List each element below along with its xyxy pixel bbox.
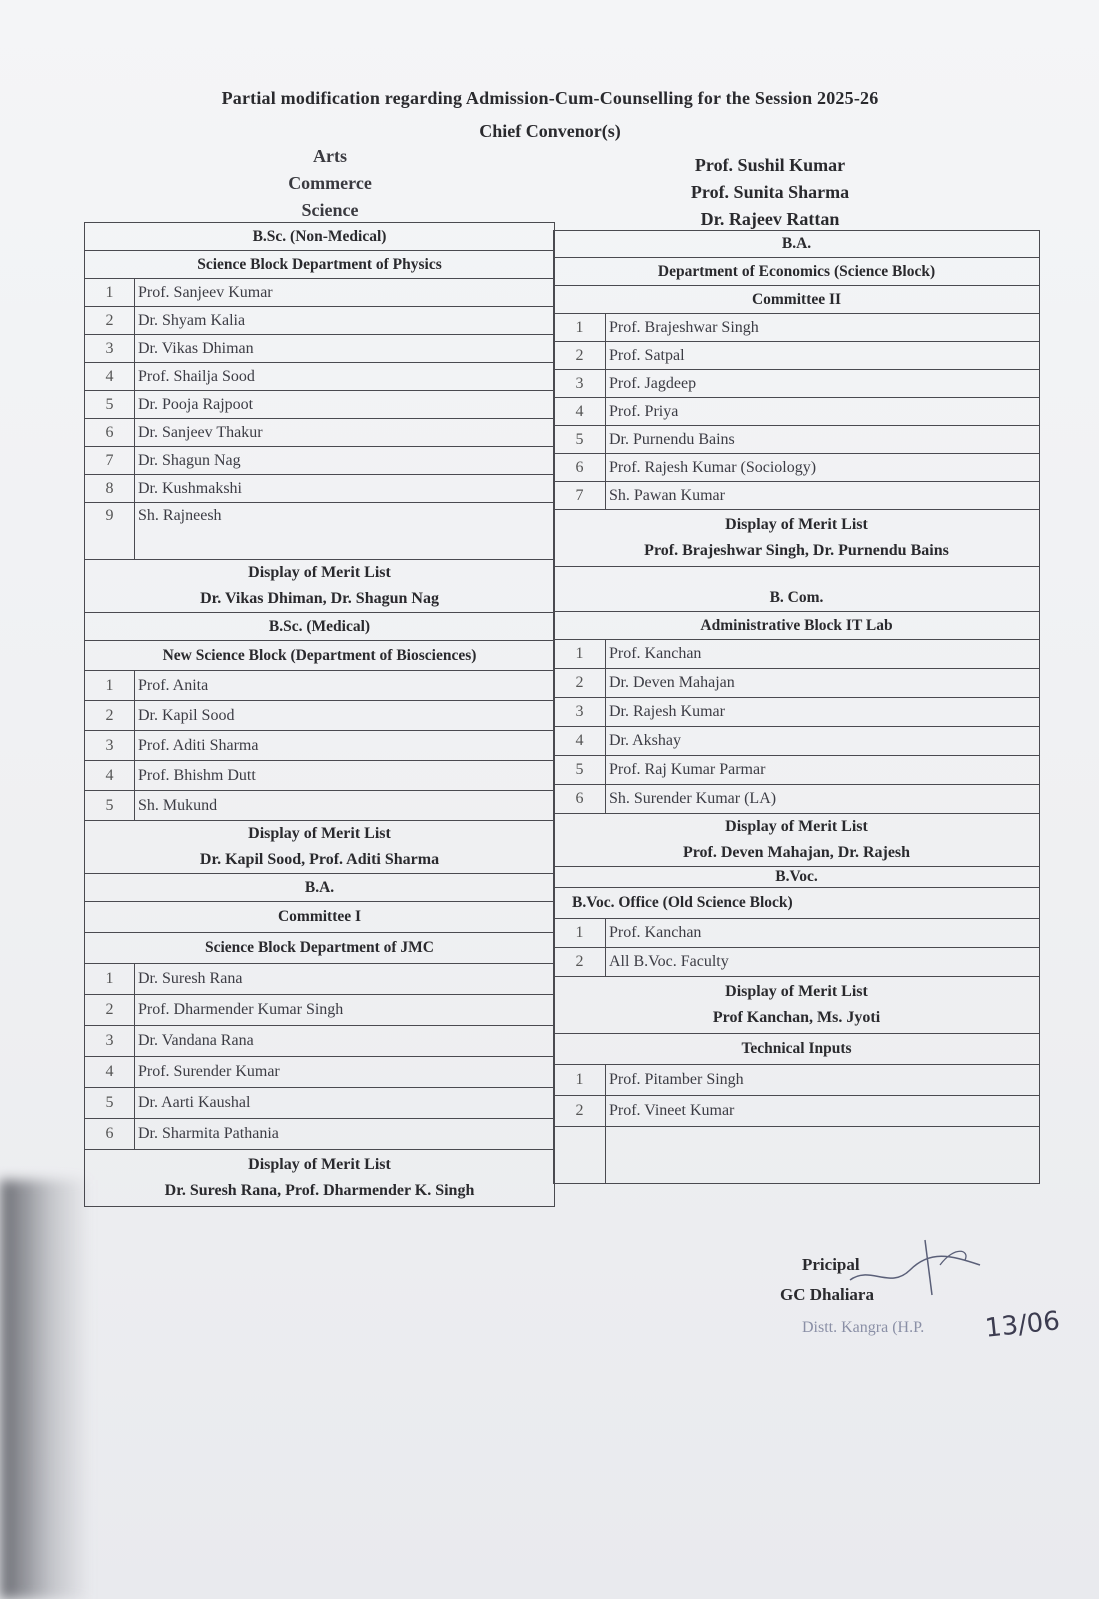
member-name: Sh. Surender Kumar (LA) xyxy=(606,785,1040,814)
table-row xyxy=(85,335,555,363)
table-row xyxy=(85,1057,555,1088)
member-name: Prof. Rajesh Kumar (Sociology) xyxy=(606,454,1040,482)
row-number: 5 xyxy=(85,1088,135,1119)
member-name: Prof. Raj Kumar Parmar xyxy=(606,756,1040,785)
row-number: 1 xyxy=(554,314,606,342)
table-row xyxy=(85,447,555,475)
row-number: 1 xyxy=(85,279,135,307)
section-heading: B.Sc. (Medical) xyxy=(85,613,555,641)
row-number: 6 xyxy=(85,1119,135,1150)
row-number: 2 xyxy=(85,701,135,731)
row-number: 5 xyxy=(554,756,606,785)
merit-names: Dr. Suresh Rana, Prof. Dharmender K. Singh xyxy=(164,1182,475,1199)
merit-title: Display of Merit List xyxy=(248,1156,391,1173)
signature-college: GC Dhaliara xyxy=(780,1285,874,1304)
member-name: Sh. Rajneesh xyxy=(135,503,555,560)
table-row xyxy=(85,701,555,731)
member-name: Dr. Kapil Sood xyxy=(135,701,555,731)
table-row xyxy=(554,1127,1040,1184)
table-row xyxy=(554,454,1040,482)
row-number: 3 xyxy=(85,335,135,363)
merit-names: Prof. Deven Mahajan, Dr. Rajesh xyxy=(682,844,911,861)
venue: Department of Economics (Science Block) xyxy=(554,258,1040,286)
merit-title: Display of Merit List xyxy=(248,564,391,581)
member-name: Prof. Aditi Sharma xyxy=(135,731,555,761)
row-number: 1 xyxy=(85,671,135,701)
signature-title: Pricipal xyxy=(802,1255,860,1274)
convenor-name: Dr. Rajeev Rattan xyxy=(700,209,840,229)
merit-title: Display of Merit List xyxy=(248,825,391,842)
row-number: 5 xyxy=(554,426,606,454)
row-number xyxy=(554,1127,606,1184)
table-row xyxy=(85,503,555,560)
row-number: 7 xyxy=(554,482,606,510)
row-number: 4 xyxy=(554,398,606,426)
merit-list-cell xyxy=(85,560,555,613)
row-number: 2 xyxy=(554,342,606,370)
merit-list-cell xyxy=(554,814,1040,867)
table-row xyxy=(85,671,555,701)
table-row xyxy=(554,1096,1040,1127)
table-row xyxy=(554,398,1040,426)
table-row xyxy=(554,370,1040,398)
merit-list-cell xyxy=(554,977,1040,1034)
photo-shadow xyxy=(0,1180,90,1599)
member-name: Dr. Shagun Nag xyxy=(135,447,555,475)
merit-names: Prof Kanchan, Ms. Jyoti xyxy=(712,1009,881,1026)
row-number: 7 xyxy=(85,447,135,475)
right-committee-table xyxy=(553,230,1040,1184)
row-number: 2 xyxy=(554,669,606,698)
table-row xyxy=(554,919,1040,948)
merit-names: Prof. Brajeshwar Singh, Dr. Purnendu Bains xyxy=(644,542,949,559)
table-row xyxy=(554,669,1040,698)
table-row xyxy=(554,314,1040,342)
table-row xyxy=(554,948,1040,977)
table-row xyxy=(554,698,1040,727)
committee-label: Committee I xyxy=(85,902,555,933)
row-number: 8 xyxy=(85,475,135,503)
row-number: 5 xyxy=(85,391,135,419)
member-name: Prof. Surender Kumar xyxy=(135,1057,555,1088)
table-row xyxy=(85,731,555,761)
section-heading: B.A. xyxy=(554,231,1040,258)
row-number: 1 xyxy=(554,1065,606,1096)
row-number: 2 xyxy=(85,307,135,335)
table-row xyxy=(554,426,1040,454)
merit-list-cell xyxy=(85,821,555,874)
row-number: 2 xyxy=(554,948,606,977)
merit-list-cell xyxy=(85,1150,555,1207)
convenor-name: Prof. Sushil Kumar xyxy=(694,155,846,175)
row-number: 4 xyxy=(85,761,135,791)
row-number: 3 xyxy=(85,1026,135,1057)
row-number: 6 xyxy=(554,785,606,814)
row-number: 3 xyxy=(554,698,606,727)
table-row xyxy=(554,727,1040,756)
document-title: Partial modification regarding Admission-Cum-Counselling for the Session 2025-26 xyxy=(221,88,879,108)
row-number: 6 xyxy=(85,419,135,447)
left-committee-table xyxy=(84,222,555,1207)
table-row xyxy=(554,342,1040,370)
table-row xyxy=(554,482,1040,510)
member-name: Dr. Sharmita Pathania xyxy=(135,1119,555,1150)
member-name: Prof. Pitamber Singh xyxy=(606,1065,1040,1096)
merit-names: Dr. Kapil Sood, Prof. Aditi Sharma xyxy=(199,851,440,868)
merit-names: Dr. Vikas Dhiman, Dr. Shagun Nag xyxy=(200,590,439,607)
document-subtitle: Chief Convenor(s) xyxy=(479,121,621,141)
member-name: Prof. Jagdeep xyxy=(606,370,1040,398)
row-number: 2 xyxy=(554,1096,606,1127)
member-name: Dr. Aarti Kaushal xyxy=(135,1088,555,1119)
stream-arts: Arts xyxy=(313,146,347,166)
table-row xyxy=(85,964,555,995)
table-row xyxy=(554,756,1040,785)
member-name: Prof. Bhishm Dutt xyxy=(135,761,555,791)
member-name: Dr. Suresh Rana xyxy=(135,964,555,995)
signature-date: 13/06 xyxy=(983,1306,1062,1344)
merit-list-cell xyxy=(554,510,1040,567)
principal-signature-block xyxy=(780,1255,1062,1375)
convenor-name: Prof. Sunita Sharma xyxy=(690,182,850,202)
table-row xyxy=(554,1065,1040,1096)
merit-title: Display of Merit List xyxy=(725,516,868,533)
row-number: 5 xyxy=(85,791,135,821)
member-name: Dr. Deven Mahajan xyxy=(606,669,1040,698)
member-name: Dr. Vikas Dhiman xyxy=(135,335,555,363)
row-number: 3 xyxy=(85,731,135,761)
venue: New Science Block (Department of Biosciences) xyxy=(85,641,555,671)
table-row xyxy=(85,363,555,391)
venue: B.Voc. Office (Old Science Block) xyxy=(554,888,1040,919)
member-name: Prof. Dharmender Kumar Singh xyxy=(135,995,555,1026)
member-name: Prof. Anita xyxy=(135,671,555,701)
table-row xyxy=(85,1026,555,1057)
table-row xyxy=(85,1088,555,1119)
member-name: Prof. Satpal xyxy=(606,342,1040,370)
stream-science: Science xyxy=(301,200,359,220)
convenor-list xyxy=(650,152,890,233)
row-number: 9 xyxy=(85,503,135,560)
venue: Science Block Department of Physics xyxy=(85,251,555,279)
table-row xyxy=(85,475,555,503)
table-row xyxy=(85,419,555,447)
table-row xyxy=(85,307,555,335)
stream-commerce: Commerce xyxy=(288,173,372,193)
member-name: Dr. Kushmakshi xyxy=(135,475,555,503)
member-name: All B.Voc. Faculty xyxy=(606,948,1040,977)
signature-district: Distt. Kangra (H.P. xyxy=(802,1319,925,1336)
table-row xyxy=(85,1119,555,1150)
member-name: Dr. Akshay xyxy=(606,727,1040,756)
row-number: 1 xyxy=(85,964,135,995)
row-number: 4 xyxy=(85,1057,135,1088)
member-name: Prof. Shailja Sood xyxy=(135,363,555,391)
row-number: 6 xyxy=(554,454,606,482)
member-name xyxy=(606,1127,1040,1184)
merit-title: Display of Merit List xyxy=(725,983,868,1000)
row-number: 2 xyxy=(85,995,135,1026)
member-name: Prof. Kanchan xyxy=(606,640,1040,669)
section-heading: B.Sc. (Non-Medical) xyxy=(85,223,555,251)
member-name: Sh. Mukund xyxy=(135,791,555,821)
table-row xyxy=(85,995,555,1026)
member-name: Prof. Sanjeev Kumar xyxy=(135,279,555,307)
member-name: Prof. Brajeshwar Singh xyxy=(606,314,1040,342)
table-row xyxy=(554,640,1040,669)
table-row xyxy=(85,791,555,821)
table-row xyxy=(85,279,555,307)
committee-label: Committee II xyxy=(554,286,1040,314)
row-number: 3 xyxy=(554,370,606,398)
member-name: Prof. Kanchan xyxy=(606,919,1040,948)
merit-title: Display of Merit List xyxy=(725,818,868,835)
member-name: Dr. Purnendu Bains xyxy=(606,426,1040,454)
section-heading: B. Com. xyxy=(554,567,1040,612)
member-name: Dr. Rajesh Kumar xyxy=(606,698,1040,727)
member-name: Dr. Shyam Kalia xyxy=(135,307,555,335)
row-number: 1 xyxy=(554,640,606,669)
member-name: Dr. Vandana Rana xyxy=(135,1026,555,1057)
table-row xyxy=(85,391,555,419)
member-name: Dr. Pooja Rajpoot xyxy=(135,391,555,419)
stream-list xyxy=(230,143,430,224)
table-row xyxy=(85,761,555,791)
section-heading: B.Voc. xyxy=(554,867,1040,888)
row-number: 4 xyxy=(85,363,135,391)
member-name: Prof. Vineet Kumar xyxy=(606,1096,1040,1127)
table-row xyxy=(554,785,1040,814)
venue: Administrative Block IT Lab xyxy=(554,612,1040,640)
row-number: 4 xyxy=(554,727,606,756)
venue: Science Block Department of JMC xyxy=(85,933,555,964)
section-heading: B.A. xyxy=(85,874,555,902)
member-name: Prof. Priya xyxy=(606,398,1040,426)
row-number: 1 xyxy=(554,919,606,948)
member-name: Dr. Sanjeev Thakur xyxy=(135,419,555,447)
member-name: Sh. Pawan Kumar xyxy=(606,482,1040,510)
section-heading: Technical Inputs xyxy=(554,1034,1040,1065)
